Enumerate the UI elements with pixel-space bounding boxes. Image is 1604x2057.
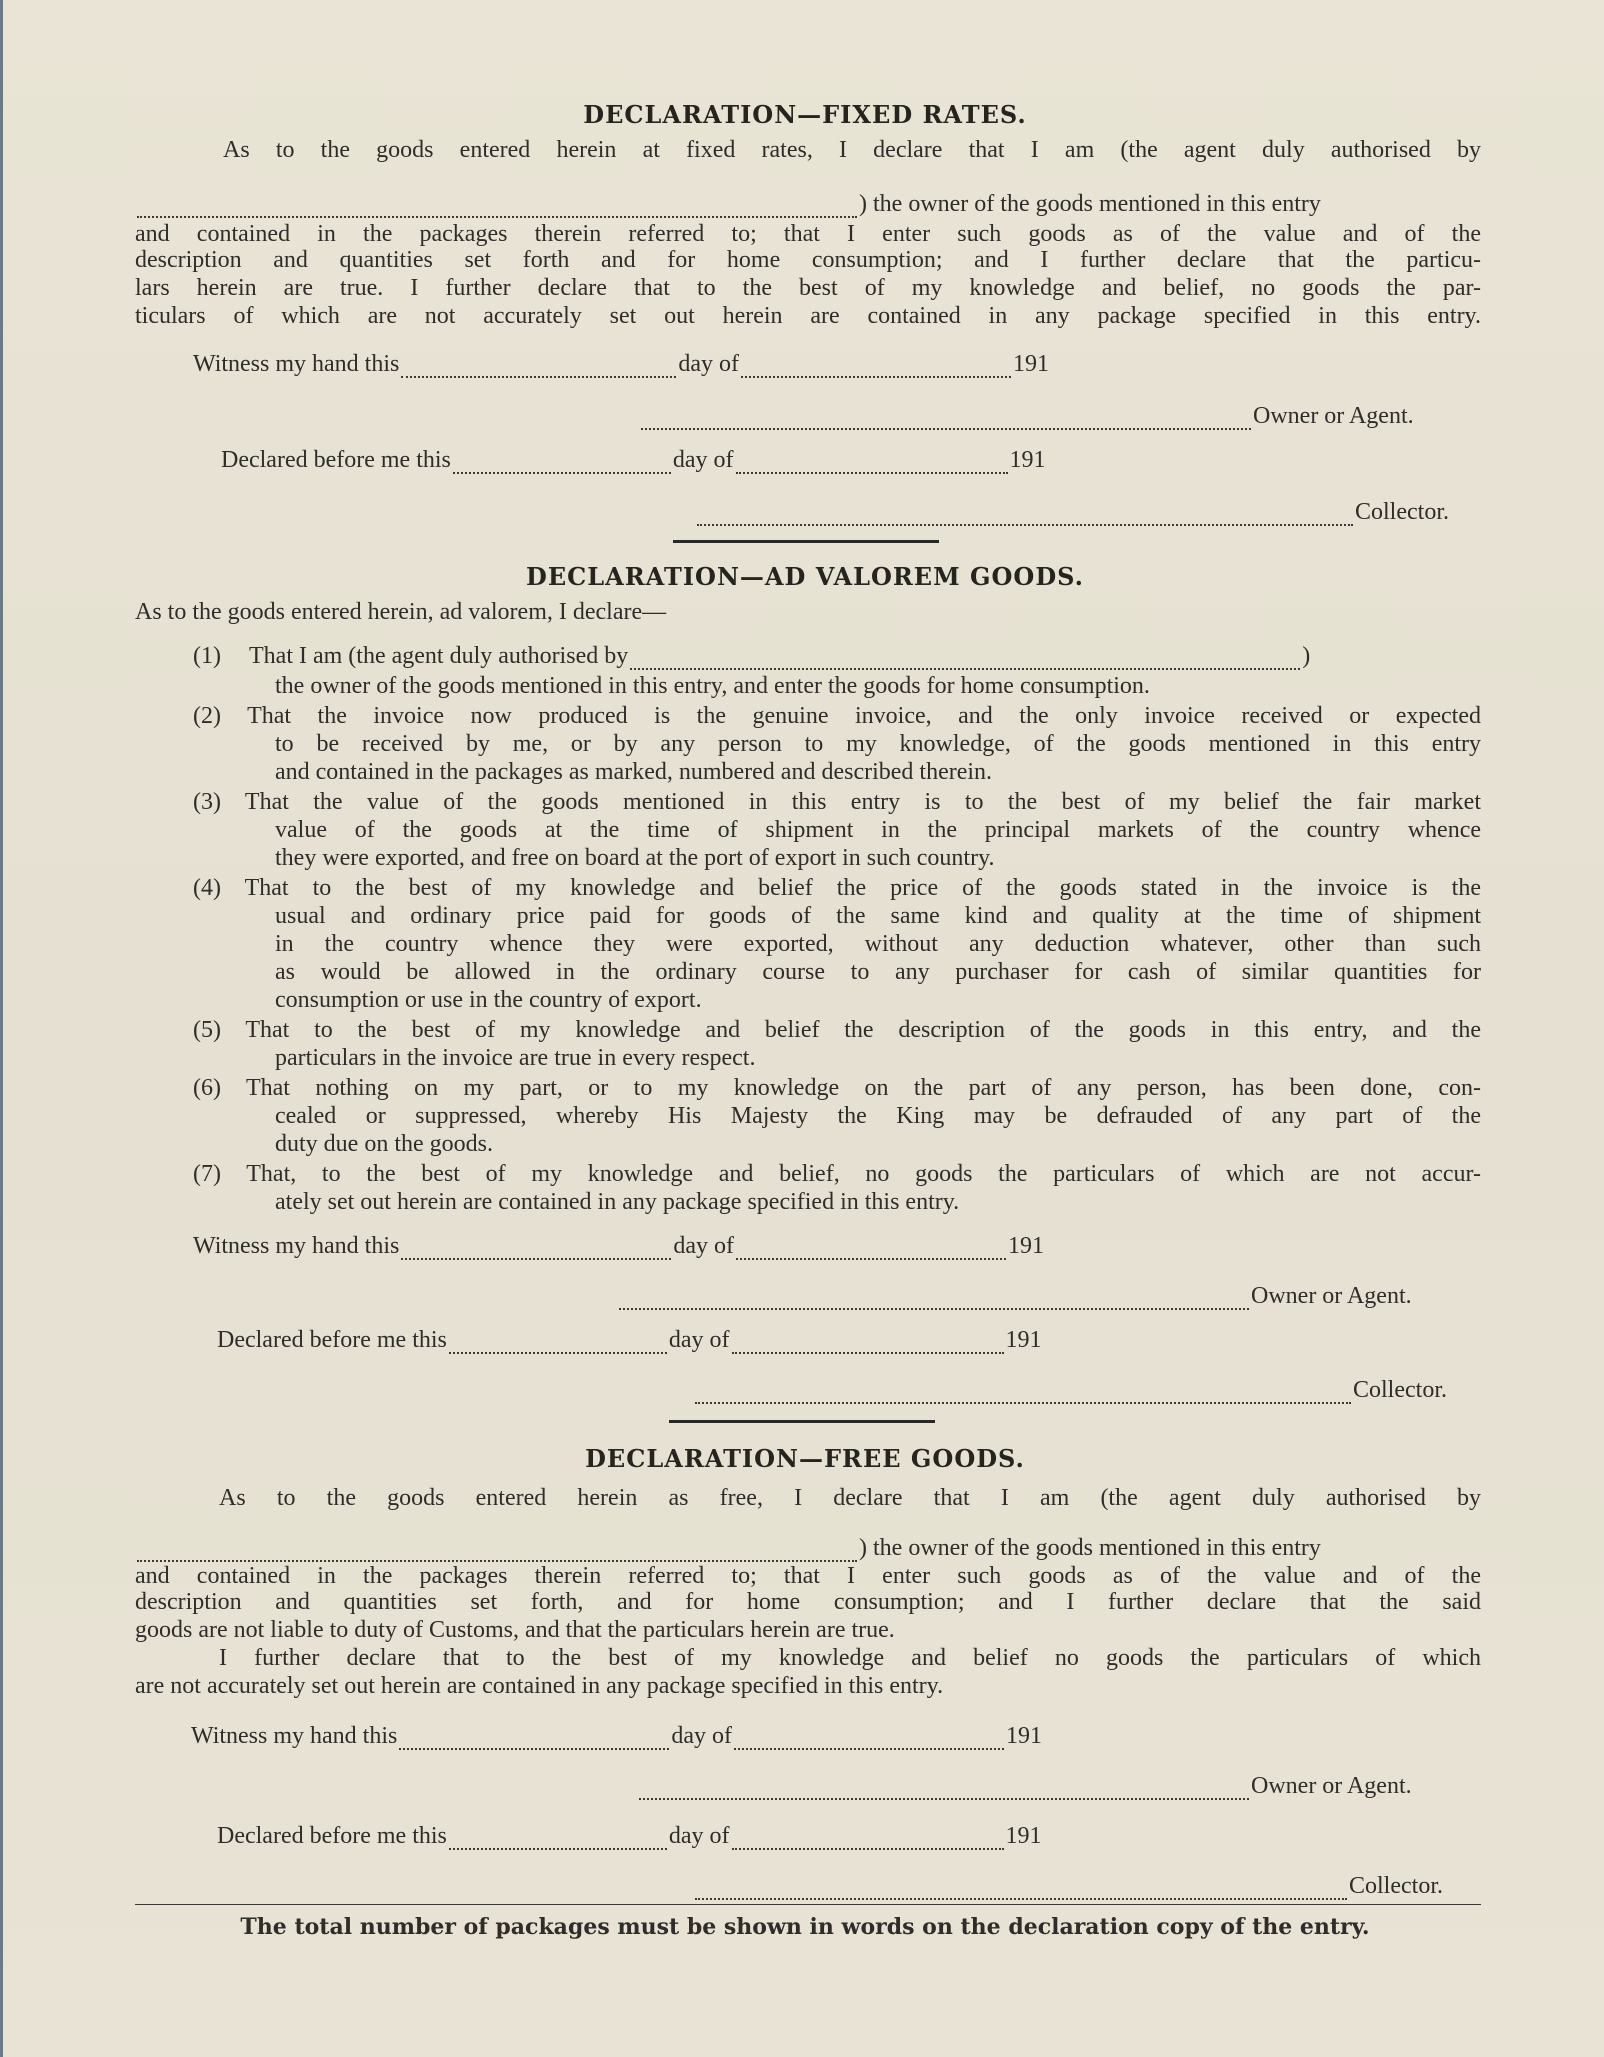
advalorem-item-2-line-1 — [193, 702, 1481, 730]
fixed-collector-label: Collector. — [1355, 499, 1449, 525]
free-owner-signature-blank[interactable] — [639, 1780, 1249, 1800]
advalorem-item-2-text-1: That the invoice now produced is the genuine invoice, and the only invoice received or expected — [247, 703, 1481, 729]
advalorem-item-4-line-3: in the country whence they were exported, without any deduction whatever, other than such — [275, 931, 1481, 957]
advalorem-item-5-number: (5) — [193, 1017, 221, 1043]
fixed-witness-month-blank[interactable] — [741, 358, 1011, 378]
advalorem-collector-row — [693, 1376, 1447, 1404]
free-collector-signature-blank[interactable] — [695, 1880, 1347, 1900]
packages-footnote: The total number of packages must be shown in words on the declaration copy of the entry. — [240, 1914, 1370, 1940]
fixed-line-5: lars herein are true. I further declare that to the best of my knowledge and belief, no goods the par- — [135, 275, 1481, 301]
free-witness-label: Witness my hand this — [191, 1723, 398, 1749]
free-owner-row — [637, 1772, 1412, 1800]
fixed-line-3: and contained in the packages therein referred to; that I enter such goods as of the value and of the — [135, 221, 1481, 247]
fixed-authoriser-blank[interactable] — [137, 198, 857, 218]
fixed-owner-agent-label: Owner or Agent. — [1253, 403, 1414, 429]
fixed-witness-dayof-label: day of — [678, 351, 740, 377]
fixed-owner-row — [639, 402, 1414, 430]
fixed-declared-row — [221, 446, 1046, 474]
free-collector-label: Collector. — [1349, 1873, 1443, 1899]
advalorem-declared-month-blank[interactable] — [732, 1334, 1004, 1354]
free-owner-agent-label: Owner or Agent. — [1251, 1773, 1412, 1799]
advalorem-authoriser-blank[interactable] — [630, 650, 1300, 670]
advalorem-item-5-line-2: particulars in the invoice are true in every respect. — [275, 1045, 756, 1071]
advalorem-item-6-text-1: That nothing on my part, or to my knowledge on the part of any person, has been done, con- — [245, 1075, 1481, 1101]
advalorem-declared-label: Declared before me this — [217, 1327, 447, 1353]
advalorem-item-4-line-4: as would be allowed in the ordinary course to any purchaser for cash of similar quantities for — [275, 959, 1481, 985]
footer-rule — [135, 1904, 1481, 1905]
fixed-declared-year: 191 — [1009, 447, 1046, 473]
advalorem-item-3-line-1 — [193, 788, 1481, 816]
advalorem-item-2-line-2: to be received by me, or by any person to my knowledge, of the goods mentioned in this entry — [275, 731, 1481, 757]
advalorem-item-6-line-1 — [193, 1074, 1481, 1102]
fixed-line-2: ) the owner of the goods mentioned in this entry — [859, 191, 1321, 217]
advalorem-witness-month-blank[interactable] — [736, 1240, 1006, 1260]
fixed-declared-label: Declared before me this — [221, 447, 451, 473]
advalorem-item-7-text-1: That, to the best of my knowledge and belief, no goods the particulars of which are not accur- — [246, 1161, 1481, 1187]
section-divider-1 — [673, 540, 939, 543]
free-line-1: As to the goods entered herein as free, I declare that I am (the agent duly authorised by — [219, 1485, 1481, 1511]
advalorem-item-6-line-2: cealed or suppressed, whereby His Majesty the King may be defrauded of any part of the — [275, 1103, 1481, 1129]
advalorem-item-3-line-2: value of the goods at the time of shipment in the principal markets of the country whence — [275, 817, 1481, 843]
advalorem-owner-agent-label: Owner or Agent. — [1251, 1283, 1412, 1309]
fixed-declared-month-blank[interactable] — [736, 454, 1008, 474]
advalorem-item-4-line-5: consumption or use in the country of export. — [275, 987, 702, 1013]
advalorem-item-4-text-1: That to the best of my knowledge and belief the price of the goods stated in the invoice is the — [244, 875, 1481, 901]
advalorem-item-1-text-1: That I am (the agent duly authorised by — [249, 643, 629, 669]
fixed-line-1: As to the goods entered herein at fixed rates, I declare that I am (the agent duly authorised by — [223, 137, 1481, 163]
advalorem-item-4-number: (4) — [193, 875, 221, 901]
advalorem-item-4-line-2: usual and ordinary price paid for goods of the same kind and quality at the time of shipment — [275, 903, 1481, 929]
fixed-declared-day-blank[interactable] — [453, 454, 671, 474]
advalorem-item-7-line-2: ately set out herein are contained in any package specified in this entry. — [275, 1189, 960, 1215]
free-line-2: ) the owner of the goods mentioned in this entry — [859, 1535, 1321, 1561]
free-witness-row — [191, 1722, 1042, 1750]
fixed-rates-heading: DECLARATION—FIXED RATES. — [583, 100, 1027, 129]
advalorem-item-6-number: (6) — [193, 1075, 221, 1101]
fixed-witness-day-blank[interactable] — [401, 358, 676, 378]
free-authoriser-blank[interactable] — [137, 1542, 857, 1562]
advalorem-intro: As to the goods entered herein, ad valorem, I declare— — [135, 599, 667, 625]
advalorem-declared-row — [217, 1326, 1042, 1354]
fixed-witness-row — [193, 350, 1049, 378]
fixed-collector-signature-blank[interactable] — [697, 506, 1353, 526]
section-divider-2 — [669, 1420, 935, 1423]
advalorem-heading: DECLARATION—AD VALOREM GOODS. — [526, 562, 1084, 591]
free-witness-dayof-label: day of — [671, 1723, 733, 1749]
advalorem-item-6-line-3: duty due on the goods. — [275, 1131, 493, 1157]
free-declared-label: Declared before me this — [217, 1823, 447, 1849]
fixed-authoriser-line — [135, 190, 1481, 218]
advalorem-declared-day-blank[interactable] — [449, 1334, 667, 1354]
free-declared-dayof-label: day of — [668, 1823, 730, 1849]
free-declared-row — [217, 1822, 1042, 1850]
advalorem-item-1-text-2: ) — [1302, 643, 1311, 669]
free-collector-row — [693, 1872, 1443, 1900]
advalorem-witness-year: 191 — [1008, 1233, 1045, 1259]
advalorem-item-7-number: (7) — [193, 1161, 221, 1187]
free-line-5: goods are not liable to duty of Customs, and that the particulars herein are true. — [135, 1617, 895, 1643]
free-witness-month-blank[interactable] — [734, 1730, 1004, 1750]
advalorem-witness-dayof-label: day of — [673, 1233, 735, 1259]
advalorem-collector-signature-blank[interactable] — [695, 1384, 1351, 1404]
fixed-collector-row — [695, 498, 1449, 526]
advalorem-item-3-line-3: they were exported, and free on board at the port of export in such country. — [275, 845, 995, 871]
advalorem-item-5-line-1 — [193, 1016, 1481, 1044]
advalorem-witness-row — [193, 1232, 1044, 1260]
fixed-declared-dayof-label: day of — [672, 447, 734, 473]
free-declared-year: 191 — [1005, 1823, 1042, 1849]
advalorem-item-2-number: (2) — [193, 703, 221, 729]
advalorem-declared-dayof-label: day of — [668, 1327, 730, 1353]
free-line-7: are not accurately set out herein are contained in any package specified in this entry. — [135, 1673, 944, 1699]
advalorem-owner-signature-blank[interactable] — [619, 1290, 1249, 1310]
fixed-witness-label: Witness my hand this — [193, 351, 400, 377]
advalorem-witness-label: Witness my hand this — [193, 1233, 400, 1259]
free-declared-day-blank[interactable] — [449, 1830, 667, 1850]
free-goods-heading: DECLARATION—FREE GOODS. — [585, 1444, 1025, 1473]
advalorem-item-3-number: (3) — [193, 789, 221, 815]
free-line-3: and contained in the packages therein referred to; that I enter such goods as of the value and of the — [135, 1563, 1481, 1589]
free-line-4: description and quantities set forth, and for home consumption; and I further declare that the said — [135, 1589, 1481, 1615]
advalorem-item-3-text-1: That the value of the goods mentioned in this entry is to the best of my belief the fair market — [244, 789, 1481, 815]
fixed-owner-signature-blank[interactable] — [641, 410, 1251, 430]
advalorem-declared-year: 191 — [1005, 1327, 1042, 1353]
fixed-witness-year: 191 — [1013, 351, 1050, 377]
advalorem-owner-row — [617, 1282, 1412, 1310]
advalorem-item-1-line-1 — [193, 642, 1310, 670]
advalorem-collector-label: Collector. — [1353, 1377, 1447, 1403]
fixed-line-6: ticulars of which are not accurately set out herein are contained in any package specified in this entry. — [135, 303, 1481, 329]
free-line-6: I further declare that to the best of my knowledge and belief no goods the particulars of which — [219, 1645, 1481, 1671]
fixed-line-4: description and quantities set forth and for home consumption; and I further declare that the particu- — [135, 247, 1481, 273]
advalorem-item-5-text-1: That to the best of my knowledge and belief the description of the goods in this entry, and the — [245, 1017, 1481, 1043]
free-witness-year: 191 — [1006, 1723, 1043, 1749]
free-witness-day-blank[interactable] — [399, 1730, 669, 1750]
advalorem-item-1-number: (1) — [193, 643, 221, 669]
free-authoriser-line — [135, 1534, 1481, 1562]
advalorem-item-7-line-1 — [193, 1160, 1481, 1188]
advalorem-item-1-line-2: the owner of the goods mentioned in this entry, and enter the goods for home consumption. — [275, 673, 1150, 699]
advalorem-item-4-line-1 — [193, 874, 1481, 902]
free-declared-month-blank[interactable] — [732, 1830, 1004, 1850]
advalorem-witness-day-blank[interactable] — [401, 1240, 671, 1260]
advalorem-item-2-line-3: and contained in the packages as marked, numbered and described therein. — [275, 759, 993, 785]
